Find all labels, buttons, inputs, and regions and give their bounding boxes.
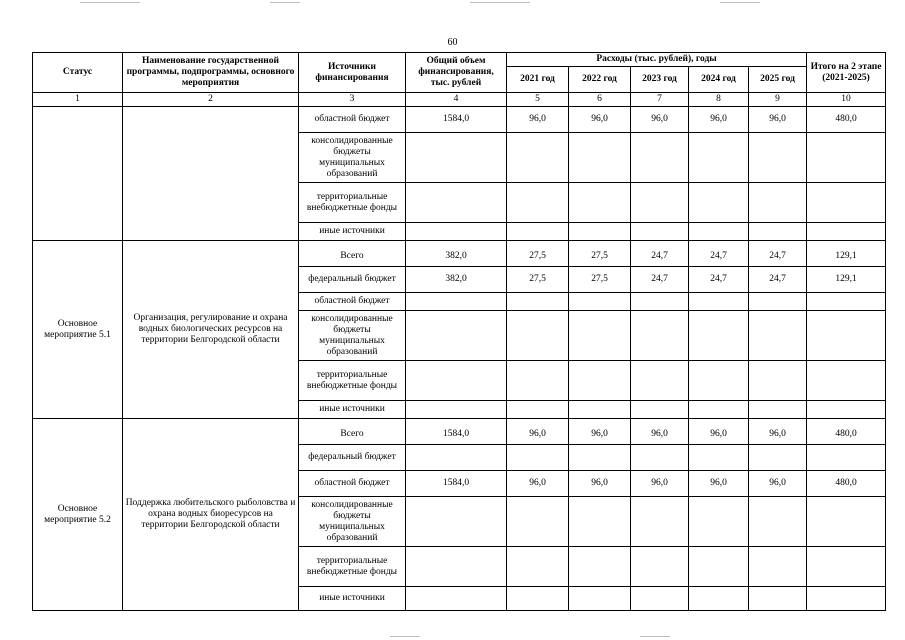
column-number: 4 (406, 93, 507, 107)
total-volume-cell (406, 223, 507, 241)
stage-total-cell: 480,0 (807, 471, 886, 497)
total-volume-cell: 382,0 (406, 267, 507, 293)
year-2024-cell (689, 401, 749, 419)
stage-total-cell (807, 311, 886, 361)
year-2023-cell (631, 361, 689, 401)
year-2023-cell (631, 445, 689, 471)
total-volume-cell: 1584,0 (406, 107, 507, 133)
table-row (33, 419, 886, 445)
year-2021-cell (507, 547, 569, 587)
year-2024-cell: 96,0 (689, 471, 749, 497)
year-2025-cell: 96,0 (749, 419, 807, 445)
scan-frame-mark (640, 636, 670, 637)
header-sources: Источники финансирования (299, 53, 406, 93)
header-total-volume: Общий объем финансирования, тыс. рублей (406, 53, 507, 93)
year-2022-cell: 27,5 (569, 267, 631, 293)
year-2025-cell (749, 133, 807, 183)
program-name-cell: Поддержка любительского рыболовства и охрана водных биоресурсов на территории Белгородской области (123, 419, 299, 611)
year-2021-cell (507, 497, 569, 547)
year-2021-cell (507, 445, 569, 471)
stage-total-cell: 480,0 (807, 107, 886, 133)
total-volume-cell (406, 587, 507, 611)
year-2023-cell (631, 183, 689, 223)
year-2025-cell: 96,0 (749, 471, 807, 497)
status-cell: Основное мероприятие 5.2 (33, 419, 123, 611)
column-number: 1 (33, 93, 123, 107)
column-number: 7 (631, 93, 689, 107)
stage-total-cell (807, 497, 886, 547)
source-cell: областной бюджет (299, 293, 406, 311)
year-2022-cell (569, 293, 631, 311)
source-cell: Всего (299, 419, 406, 445)
year-2024-cell (689, 183, 749, 223)
year-2021-cell (507, 401, 569, 419)
header-expenses: Расходы (тыс. рублей), годы (507, 53, 807, 67)
column-number: 8 (689, 93, 749, 107)
total-volume-cell: 1584,0 (406, 471, 507, 497)
year-2021-cell (507, 223, 569, 241)
column-number: 9 (749, 93, 807, 107)
source-cell: федеральный бюджет (299, 267, 406, 293)
year-2025-cell (749, 497, 807, 547)
financing-table (32, 52, 886, 611)
year-2021-cell: 27,5 (507, 241, 569, 267)
year-2022-cell (569, 223, 631, 241)
year-2024-cell (689, 587, 749, 611)
source-cell: иные источники (299, 401, 406, 419)
total-volume-cell (406, 311, 507, 361)
year-2025-cell (749, 311, 807, 361)
total-volume-cell: 382,0 (406, 241, 507, 267)
table-row (33, 241, 886, 267)
stage-total-cell: 129,1 (807, 241, 886, 267)
stage-total-cell (807, 547, 886, 587)
header-year: 2024 год (689, 67, 749, 93)
stage-total-cell (807, 401, 886, 419)
scan-frame-mark (270, 2, 300, 3)
year-2022-cell (569, 445, 631, 471)
column-number: 10 (807, 93, 886, 107)
source-cell: федеральный бюджет (299, 445, 406, 471)
year-2025-cell: 96,0 (749, 107, 807, 133)
scan-frame-mark (720, 2, 760, 3)
total-volume-cell: 1584,0 (406, 419, 507, 445)
year-2024-cell (689, 547, 749, 587)
source-cell: территориальные внебюджетные фонды (299, 547, 406, 587)
year-2021-cell: 96,0 (507, 471, 569, 497)
year-2023-cell: 96,0 (631, 107, 689, 133)
total-volume-cell (406, 547, 507, 587)
stage-total-cell: 129,1 (807, 267, 886, 293)
year-2023-cell (631, 587, 689, 611)
year-2024-cell (689, 223, 749, 241)
year-2024-cell: 24,7 (689, 241, 749, 267)
year-2021-cell (507, 311, 569, 361)
program-name-cell: Организация, регулирование и охрана водных биологических ресурсов на территории Белгородской области (123, 241, 299, 419)
stage-total-cell (807, 183, 886, 223)
source-cell: Всего (299, 241, 406, 267)
year-2023-cell (631, 497, 689, 547)
year-2024-cell: 24,7 (689, 267, 749, 293)
stage-total-cell (807, 587, 886, 611)
year-2023-cell (631, 401, 689, 419)
table-body (33, 107, 886, 611)
year-2025-cell (749, 547, 807, 587)
year-2023-cell: 24,7 (631, 241, 689, 267)
table-row (33, 107, 886, 133)
year-2025-cell (749, 183, 807, 223)
year-2023-cell (631, 293, 689, 311)
year-2023-cell (631, 547, 689, 587)
year-2022-cell (569, 547, 631, 587)
year-2024-cell (689, 497, 749, 547)
source-cell: иные источники (299, 223, 406, 241)
year-2024-cell (689, 445, 749, 471)
year-2022-cell: 27,5 (569, 241, 631, 267)
total-volume-cell (406, 361, 507, 401)
year-2021-cell (507, 293, 569, 311)
year-2021-cell (507, 183, 569, 223)
year-2025-cell: 24,7 (749, 241, 807, 267)
scan-frame-mark (80, 2, 140, 3)
header-status: Статус (33, 53, 123, 93)
year-2021-cell (507, 133, 569, 183)
header-year: 2025 год (749, 67, 807, 93)
table-header (33, 53, 886, 107)
source-cell: территориальные внебюджетные фонды (299, 183, 406, 223)
year-2023-cell: 96,0 (631, 471, 689, 497)
source-cell: иные источники (299, 587, 406, 611)
status-cell (33, 107, 123, 241)
year-2024-cell (689, 293, 749, 311)
year-2025-cell (749, 587, 807, 611)
year-2021-cell (507, 587, 569, 611)
year-2021-cell: 96,0 (507, 419, 569, 445)
year-2022-cell (569, 497, 631, 547)
scan-frame-mark (390, 636, 420, 637)
header-year: 2022 год (569, 67, 631, 93)
page-number: 60 (447, 37, 458, 48)
year-2022-cell (569, 183, 631, 223)
year-2024-cell (689, 133, 749, 183)
year-2025-cell (749, 401, 807, 419)
year-2025-cell: 24,7 (749, 267, 807, 293)
source-cell: областной бюджет (299, 107, 406, 133)
year-2022-cell: 96,0 (569, 107, 631, 133)
total-volume-cell (406, 293, 507, 311)
header-program-name: Наименование государственной программы, подпрограммы, основного мероприятия (123, 53, 299, 93)
source-cell: консолидированные бюджеты муниципальных образований (299, 311, 406, 361)
total-volume-cell (406, 445, 507, 471)
year-2025-cell (749, 223, 807, 241)
stage-total-cell (807, 223, 886, 241)
header-stage-total: Итого на 2 этапе (2021-2025) (807, 53, 886, 93)
source-cell: консолидированные бюджеты муниципальных образований (299, 133, 406, 183)
stage-total-cell (807, 361, 886, 401)
column-number: 2 (123, 93, 299, 107)
year-2021-cell: 27,5 (507, 267, 569, 293)
total-volume-cell (406, 401, 507, 419)
total-volume-cell (406, 183, 507, 223)
year-2025-cell (749, 293, 807, 311)
column-number: 3 (299, 93, 406, 107)
scan-frame-mark (470, 2, 530, 3)
stage-total-cell: 480,0 (807, 419, 886, 445)
year-2022-cell (569, 133, 631, 183)
column-number: 6 (569, 93, 631, 107)
stage-total-cell (807, 293, 886, 311)
column-number: 5 (507, 93, 569, 107)
total-volume-cell (406, 497, 507, 547)
year-2025-cell (749, 445, 807, 471)
year-2022-cell (569, 401, 631, 419)
year-2023-cell: 96,0 (631, 419, 689, 445)
header-year: 2023 год (631, 67, 689, 93)
year-2024-cell (689, 361, 749, 401)
source-cell: территориальные внебюджетные фонды (299, 361, 406, 401)
year-2022-cell: 96,0 (569, 419, 631, 445)
source-cell: областной бюджет (299, 471, 406, 497)
year-2022-cell (569, 587, 631, 611)
year-2024-cell: 96,0 (689, 419, 749, 445)
year-2022-cell (569, 311, 631, 361)
year-2024-cell: 96,0 (689, 107, 749, 133)
year-2024-cell (689, 311, 749, 361)
header-year: 2021 год (507, 67, 569, 93)
year-2025-cell (749, 361, 807, 401)
year-2021-cell (507, 361, 569, 401)
status-cell: Основное мероприятие 5.1 (33, 241, 123, 419)
stage-total-cell (807, 133, 886, 183)
year-2023-cell (631, 133, 689, 183)
total-volume-cell (406, 133, 507, 183)
year-2021-cell: 96,0 (507, 107, 569, 133)
year-2023-cell (631, 311, 689, 361)
year-2022-cell (569, 361, 631, 401)
program-name-cell (123, 107, 299, 241)
year-2023-cell: 24,7 (631, 267, 689, 293)
year-2022-cell: 96,0 (569, 471, 631, 497)
stage-total-cell (807, 445, 886, 471)
year-2023-cell (631, 223, 689, 241)
source-cell: консолидированные бюджеты муниципальных образований (299, 497, 406, 547)
